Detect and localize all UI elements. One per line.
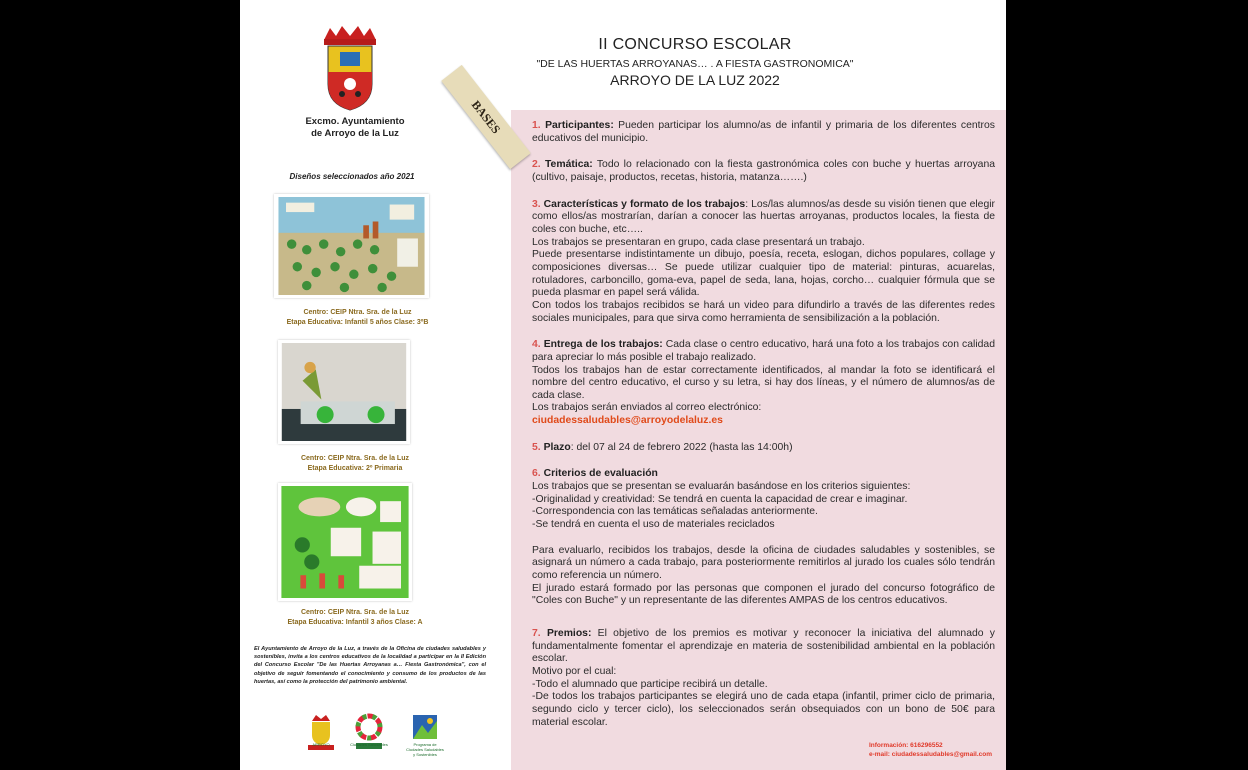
section-delivery — [532, 339, 995, 428]
section-title: Premios: — [546, 628, 592, 639]
section-number: 4. — [532, 339, 541, 351]
section-text: : Los/las alumnos/as desde su visión tienen que elegir como ellos/as mostrarían, darían a conocer las huertas arroyanas, productos locales, la fiesta de coles con buche, etc….. — [532, 198, 996, 235]
section-text: : del 07 al 24 de febrero 2022 (hasta las 14:00h) — [570, 441, 793, 453]
contact-email[interactable]: e-mail: ciudadessaludables@gmail.com — [868, 751, 992, 758]
caption-line: Centro: CEIP Ntra. Sra. de la Luz — [300, 455, 409, 462]
criteria-item: -Se tendrá en cuenta el uso de materiales reciclados — [532, 519, 775, 531]
children-artwork-photo — [274, 194, 429, 298]
section-text: Todo lo relacionado con la fiesta gastronómica coles con buche y huertas arroyana (cultivo, paisaje, productos, recetas, historia, matanza…….) — [532, 159, 996, 183]
criteria-item: -Correspondencia con las temáticas señaladas anteriormente. — [532, 506, 818, 518]
designs-heading: Diseños seleccionados año 2021 — [289, 172, 415, 181]
photo-2-caption — [270, 454, 440, 474]
section-paragraph: Puede presentarse indistintamente un dibujo, poesía, receta, eslogan, dichos populares, collage y composiciones diversas… Se puede utilizar cualquier tipo de material: pinturas, acuarelas, rotuladores, carboncillo, goma-eva, papel de seda, lana, hojas, corcho… cualquier fórmula que se pueda plasmar en papel será válida. — [532, 249, 995, 299]
poster — [240, 0, 1006, 770]
section-text: Cada clase o centro educativo, hará una foto a los trabajos con calidad para apreciar lo más posible el trabajo realizado. — [532, 339, 995, 363]
children-artwork-photo — [278, 483, 412, 601]
sidebar — [240, 0, 486, 770]
logo-label: Ciudades Saludables — [350, 742, 388, 747]
section-theme — [532, 159, 995, 184]
section-paragraph: Motivo por el cual: — [532, 665, 617, 677]
section-number: 7. — [532, 628, 541, 639]
page-subtitle: "DE LAS HUERTAS ARROYANAS… . A FIESTA GASTRONOMICA" — [536, 58, 854, 70]
page-title: II CONCURSO ESCOLAR — [598, 36, 792, 53]
section-paragraph: Con todos los trabajos recibidos se hará un video para difundirlo a través de las diferentes redes sociales municipales, para que sirva como herramienta de sensibilización a la población. — [532, 299, 995, 324]
section-paragraph: Para evaluarlo, recibidos los trabajos, desde la oficina de ciudades saludables y sostenibles, se asignará un número a cada trabajo, para posteriormente remitirlos al jurado los cuales sólo tendrán como referencia un número. — [532, 544, 995, 582]
section-title: Entrega de los trabajos: — [543, 339, 663, 351]
section-criteria — [532, 468, 995, 608]
section-paragraph: El jurado estará formado por las personas que componen el jurado del concurso fotográfico de "Coles con Buche" y un representante de las diferentes AMPAS de los centros educativos. — [532, 582, 995, 607]
org-line-2: de Arroyo de la Luz — [311, 128, 399, 139]
coat-of-arms-icon — [302, 22, 398, 114]
section-text: El objetivo de los premios es motivar y reconocer la iniciativa del alumnado y fundamentalmente fomentar el aprendizaje en materia de sostenibilidad ambiental en la población escolar. — [532, 628, 995, 665]
children-artwork-photo — [278, 340, 410, 444]
section-paragraph: Los trabajos se presentaran en grupo, cada clase presentará un trabajo. — [532, 236, 865, 248]
bases-tag: BASES — [441, 65, 530, 169]
caption-line: Etapa Educativa: Infantil 5 años Clase: 3ºB — [286, 319, 429, 326]
rules-content — [532, 120, 995, 743]
section-number: 6. — [532, 468, 541, 480]
caption-line: Centro: CEIP Ntra. Sra. de la Luz — [300, 609, 409, 616]
page-location: ARROYO DE LA LUZ 2022 — [610, 72, 780, 88]
caption-line: Etapa Educativa: Infantil 3 años Clase: A — [287, 619, 423, 626]
section-title: Participantes: — [545, 120, 614, 131]
criteria-item: -Originalidad y creatividad: Se tendrá en cuenta la capacidad de crear e imaginar. — [532, 493, 908, 505]
org-line-1: Excmo. Ayuntamiento — [305, 116, 405, 127]
contact-footer — [869, 741, 992, 759]
caption-line: Centro: CEIP Ntra. Sra. de la Luz — [303, 309, 412, 316]
section-deadline — [532, 442, 995, 455]
logo-label: Programa de Ciudades Saludables y Sostenibles — [406, 742, 444, 757]
photo-3-caption — [270, 608, 440, 628]
section-prizes — [532, 628, 995, 729]
section-number: 2. — [532, 159, 541, 171]
section-format — [532, 199, 995, 326]
logo-label: ARROYO — [312, 742, 330, 747]
section-number: 5. — [532, 441, 541, 453]
contact-phone: Información: 616296552 — [868, 742, 943, 749]
section-paragraph: Todos los trabajos han de estar correctamente identificados, al mandar la foto se identificará el nombre del centro educativo, el curso y su letra, si hay dos líneas, y el número de alumnos/as de cada clase. — [532, 364, 995, 401]
submission-email-link[interactable]: ciudadessaludables@arroyodelaluz.es — [532, 415, 723, 427]
section-title: Temática: — [544, 159, 593, 171]
organization-name — [270, 116, 440, 140]
caption-line: Etapa Educativa: 2º Primaria — [307, 465, 403, 472]
section-paragraph: Los trabajos que se presentan se evaluarán basándose en los criterios siguientes: — [532, 481, 911, 493]
section-title: Características y formato de los trabajos — [543, 198, 746, 210]
intro-text: El Ayuntamiento de Arroyo de la Luz, a través de la Oficina de ciudades saludables y sostenibles, invita a los centros educativos de la localidad a participar en la II Edición del Concurso Escolar "De las Huertas Arroyanas a… Fiesta Gastronómica", con el objetivo de seguir fomentando el conocimiento y consumo de los productos de las huertas, así como la protección del patrimonio ambiental. — [254, 646, 486, 685]
photo-1-caption — [260, 308, 455, 328]
section-number: 1. — [532, 120, 541, 131]
prize-item: -Todo el alumnado que participe recibirá un detalle. — [532, 678, 768, 690]
section-text: Pueden participar los alumno/as de infantil y primaria de los diferentes centros educativos del municipio. — [532, 120, 995, 144]
prize-item: -De todos los trabajos participantes se elegirá uno de cada etapa (infantil, primer ciclo de primaria, segundo ciclo y tercer ciclo), los seleccionados serán obsequiados con un bono de 50€ para material escolar. — [532, 691, 995, 728]
section-title: Plazo — [543, 441, 571, 453]
section-number: 3. — [532, 198, 541, 210]
section-paragraph: Los trabajos serán enviados al correo electrónico: — [532, 402, 762, 414]
section-participants — [532, 120, 995, 145]
section-title: Criterios de evaluación — [543, 468, 658, 480]
